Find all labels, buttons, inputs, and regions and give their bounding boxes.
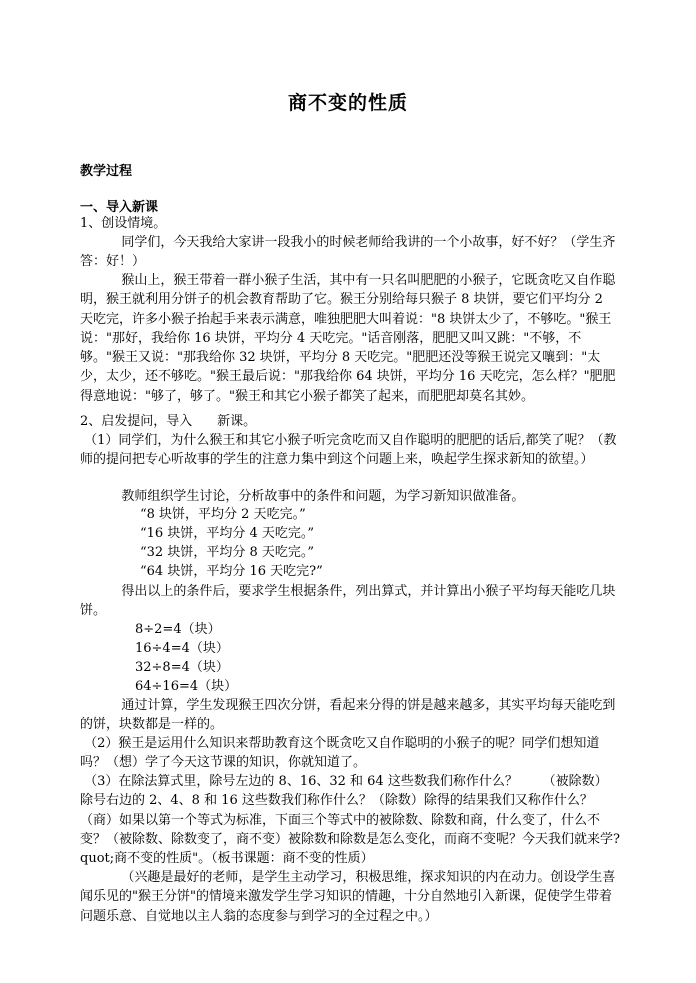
paragraph-discovery: 通过计算，学生发现猴王四次分饼，看起来分得的饼是越来越多，其实平均每天能吃到的饼，块数都是一样的。: [80, 698, 616, 733]
page-title: 商不变的性质: [287, 92, 408, 114]
equation-line: 8÷2=4（块）: [135, 622, 221, 637]
equation-line: 32÷8=4（块）: [135, 660, 229, 675]
paragraph-commentary: （兴趣是最好的老师，是学生主动学习，积极思维，探求知识的内在动力。创设学生喜闻乐见的"猴王分饼"的情境来激发学生学习知识的情趣，十分自然地引入新课，促使学生带着问题乐意、自觉地以主人翁的态度参与到学习的全过程之中。）: [80, 870, 616, 924]
paragraph-question-2: （2）猴王是运用什么知识来帮助教育这个既贪吃又自作聪明的小猴子的呢？同学们想知道吗？（想）学了今天这节课的知识，你就知道了。: [80, 736, 600, 771]
paragraph-question-1: （1）同学们，为什么猴王和其它小猴子听完贪吃而又自作聪明的肥肥的话后,都笑了呢？（教师的提问把专心听故事的学生的注意力集中到这个问题上来，唤起学生探求新知的欲望。）: [80, 433, 617, 468]
section-heading-intro: 一、导入新课: [80, 200, 159, 215]
quote-line: “64 块饼，平均分 16 天吃完?”: [140, 564, 323, 579]
paragraph-discussion: 教师组织学生讨论，分析故事中的条件和问题，为学习新知识做准备。: [80, 489, 525, 504]
equation-line: 16÷4=4（块）: [135, 641, 229, 656]
paragraph-story: 猴山上，猴王带着一群小猴子生活，其中有一只名叫肥肥的小猴子，它既贪吃又自作聪明，猴王就利用分饼子的机会教育帮助了它。猴王分别给每只猴子 8 块饼，要它们平均分 2 天吃完，许多小猴子抬起手来表示满意，唯独肥肥大叫着说："8 块饼太少了，不够吃。"猴王说："那好，我给你 16 块饼，平均分 4 天吃完。"话音刚落，肥肥又叫又跳："不够，不够。"猴王又说："那我给你 32 块饼，平均分 8 天吃完。"肥肥还没等猴王说完又嚷到："太少，太少，还不够吃。"猴王最后说："那我给你 64 块饼，平均分 16 天吃完，怎么样？"肥肥得意地说："够了，够了。"猴王和其它小猴子都笑了起来，而肥肥却莫名其妙。: [80, 273, 616, 404]
quote-line: “8 块饼，平均分 2 天吃完。”: [140, 507, 306, 522]
equation-line: 64÷16=4（块）: [135, 679, 238, 694]
quote-line: “16 块饼，平均分 4 天吃完。”: [140, 526, 315, 541]
paragraph-question-3: （3）在除法算式里，除号左边的 8、16、32 和 64 这些数我们称作什么？ （被除数）除号右边的 2、4、8 和 16 这些数我们称作什么？（除数）除得的结果我们又称作什么？（商）如果以第一个等式为标准，下面三个等式中的被除数、除数和商，什么变了，什么不变？（被除数、除数变了，商不变）被除数和除数是怎么变化，而商不变呢？今天我们就来学?quot;商不变的性质"。（板书课题：商不变的性质）: [80, 774, 620, 867]
quote-line: “32 块饼，平均分 8 天吃完。”: [140, 545, 315, 560]
paragraph-1: 同学们，今天我给大家讲一段我小的时候老师给我讲的一个小故事，好不好？（学生齐答：好！）: [80, 235, 616, 270]
item-1-heading: 1、创设情境。: [80, 216, 167, 231]
section-heading-process: 教学过程: [80, 164, 133, 179]
paragraph-conditions: 得出以上的条件后，要求学生根据条件，列出算式，并计算出小猴子平均每天能吃几块饼。: [80, 584, 616, 619]
item-2-heading: 2、启发提问，导入 新课。: [80, 414, 257, 429]
